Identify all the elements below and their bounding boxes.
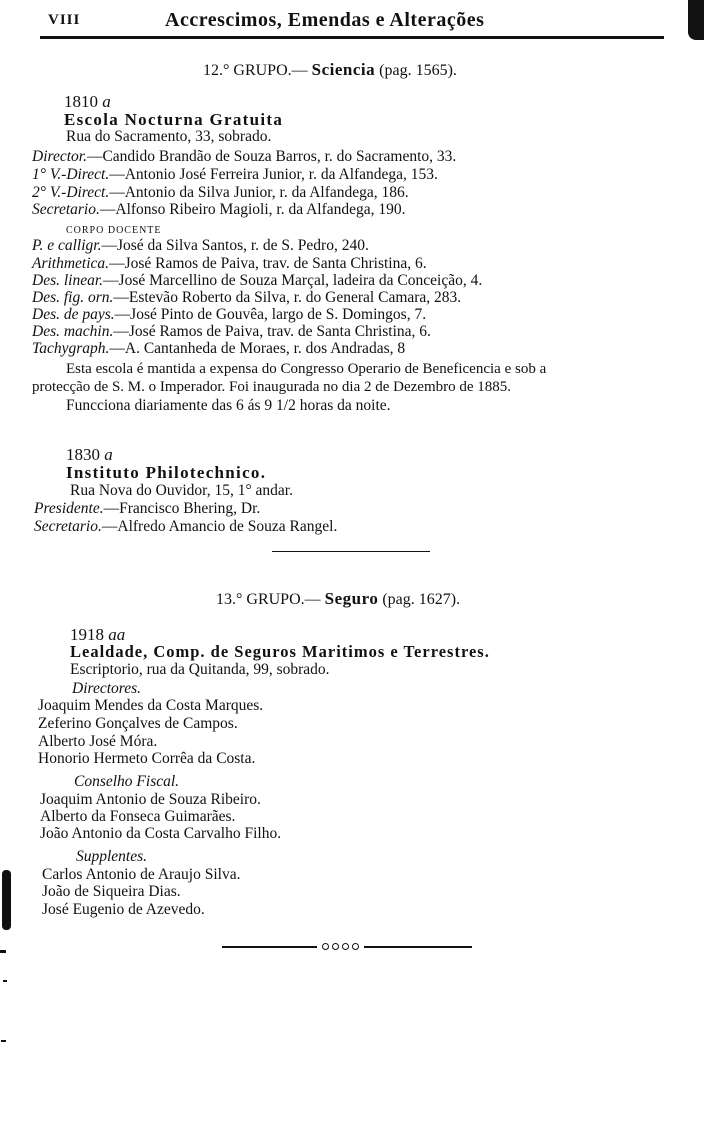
end-ornament	[222, 942, 472, 952]
scan-edge-marks	[0, 0, 20, 1127]
section-divider	[272, 551, 430, 552]
officer-text: —Alfonso Ribeiro Magioli, r. da Alfandega, 190.	[99, 201, 406, 218]
ornament-dot	[332, 943, 339, 950]
instituto-address: Rua Nova do Ouvidor, 15, 1° andar.	[70, 482, 293, 499]
escola-name: Escola Nocturna Gratuita	[64, 110, 284, 129]
director-name: Alberto José Móra.	[38, 733, 158, 750]
ornament-bar	[222, 946, 317, 948]
conselho-member: Alberto da Fonseca Guimarães.	[40, 808, 236, 825]
officer-text: —Antonio da Silva Junior, r. da Alfandega, 186.	[109, 184, 409, 201]
docente-role: Tachygraph.	[32, 340, 110, 357]
docente-row	[32, 306, 426, 324]
ornament-dot	[352, 943, 359, 950]
docente-text: —José Marcellino de Souza Marçal, ladeira da Conceição, 4.	[103, 272, 483, 289]
escola-number-value: 1810	[64, 92, 98, 111]
officer-text: —Candido Brandão de Souza Barros, r. do Sacramento, 33.	[86, 148, 457, 165]
conselho-member: Joaquim Antonio de Souza Ribeiro.	[40, 791, 261, 808]
lealdade-address: Escriptorio, rua da Quitanda, 99, sobrado.	[70, 661, 330, 678]
escola-note-line: protecção de S. M. o Imperador. Foi inaugurada no dia 2 de Dezembro de 1885.	[32, 379, 512, 395]
instituto-officer	[34, 518, 337, 536]
group-13-name: Seguro	[324, 589, 379, 608]
docente-text: —José Ramos de Paiva, trav. de Santa Christina, 6.	[109, 255, 427, 272]
group-12-ref: (pag. 1565).	[379, 62, 457, 79]
docente-role: Des. de pays.	[32, 306, 115, 323]
docente-row	[32, 272, 482, 290]
escola-officer	[32, 184, 409, 202]
group-12-name: Sciencia	[311, 60, 376, 79]
docente-role: Des. linear.	[32, 272, 104, 289]
escola-address: Rua do Sacramento, 33, sobrado.	[66, 128, 272, 145]
director-name: Joaquim Mendes da Costa Marques.	[38, 697, 264, 714]
docente-text: —A. Cantanheda de Moraes, r. dos Andradas, 8	[109, 340, 406, 357]
officer-text: —Antonio José Ferreira Junior, r. da Alfandega, 153.	[109, 166, 438, 183]
conselho-member: João Antonio da Costa Carvalho Filho.	[40, 825, 282, 842]
director-name: Zeferino Gonçalves de Campos.	[38, 715, 238, 732]
lealdade-number-value: 1918	[70, 625, 104, 644]
docente-role: P. e calligr.	[32, 237, 102, 254]
docente-text: —José Ramos de Paiva, trav. de Santa Christina, 6.	[113, 323, 431, 340]
corpo-docente-label: CORPO DOCENTE	[66, 225, 162, 236]
docente-role: Des. fig. orn.	[32, 289, 114, 306]
director-name: Honorio Hermeto Corrêa da Costa.	[38, 750, 256, 767]
supplentes-label: Supplentes.	[76, 848, 148, 865]
officer-role: 1° V.-Direct.	[32, 166, 110, 183]
lealdade-name: Lealdade, Comp. de Seguros Maritimos e Terrestres.	[70, 642, 490, 661]
officer-text: —Alfredo Amancio de Souza Rangel.	[101, 518, 338, 535]
ornament-bar	[364, 946, 472, 948]
officer-role: Director.	[32, 148, 87, 165]
docente-role: Des. machin.	[32, 323, 114, 340]
officer-text: —Francisco Bhering, Dr.	[103, 500, 261, 517]
ornament-dot	[322, 943, 329, 950]
instituto-name: Instituto Philotechnico.	[66, 463, 267, 482]
escola-number-suffix: a	[102, 92, 111, 111]
docente-text: —José Pinto de Gouvêa, largo de S. Domingos, 7.	[114, 306, 427, 323]
group-12-label: 12.° GRUPO.—	[203, 62, 308, 79]
officer-role: 2° V.-Direct.	[32, 184, 110, 201]
group-13-heading	[216, 589, 460, 609]
conselho-label: Conselho Fiscal.	[74, 773, 180, 790]
officer-role: Presidente.	[34, 500, 104, 517]
docente-row	[32, 237, 369, 255]
page-number: VIII	[48, 12, 81, 28]
escola-officer	[32, 201, 406, 219]
docente-text: —José da Silva Santos, r. de S. Pedro, 240.	[101, 237, 369, 254]
page-title: Accrescimos, Emendas e Alterações	[165, 9, 485, 31]
docente-row	[32, 323, 431, 341]
instituto-number	[66, 445, 113, 465]
officer-role: Secretario.	[34, 518, 102, 535]
instituto-officer	[34, 500, 260, 518]
scan-corner-mark	[688, 0, 704, 40]
docente-row	[32, 340, 405, 358]
docente-row	[32, 289, 461, 307]
group-13-ref: (pag. 1627).	[382, 591, 461, 608]
escola-number	[64, 92, 111, 112]
lealdade-number-suffix: aa	[108, 625, 126, 644]
docente-role: Arithmetica.	[32, 255, 110, 272]
escola-note-line: Funcciona diariamente das 6 ás 9 1/2 horas da noite.	[66, 397, 391, 414]
docente-text: —Estevão Roberto da Silva, r. do General Camara, 283.	[113, 289, 462, 306]
escola-note-line: Esta escola é mantida a expensa do Congresso Operario de Beneficencia e sob a	[66, 361, 547, 377]
instituto-number-suffix: a	[104, 445, 113, 464]
officer-role: Secretario.	[32, 201, 100, 218]
supplente-name: José Eugenio de Azevedo.	[42, 901, 205, 918]
escola-officer	[32, 148, 456, 166]
ornament-dot	[342, 943, 349, 950]
header-rule	[40, 36, 664, 39]
escola-officer	[32, 166, 438, 184]
group-12-heading	[203, 60, 457, 80]
directores-label: Directores.	[72, 680, 142, 697]
supplente-name: João de Siqueira Dias.	[42, 883, 181, 900]
group-13-label: 13.° GRUPO.—	[216, 591, 321, 608]
instituto-number-value: 1830	[66, 445, 100, 464]
supplente-name: Carlos Antonio de Araujo Silva.	[42, 866, 241, 883]
docente-row	[32, 255, 427, 273]
